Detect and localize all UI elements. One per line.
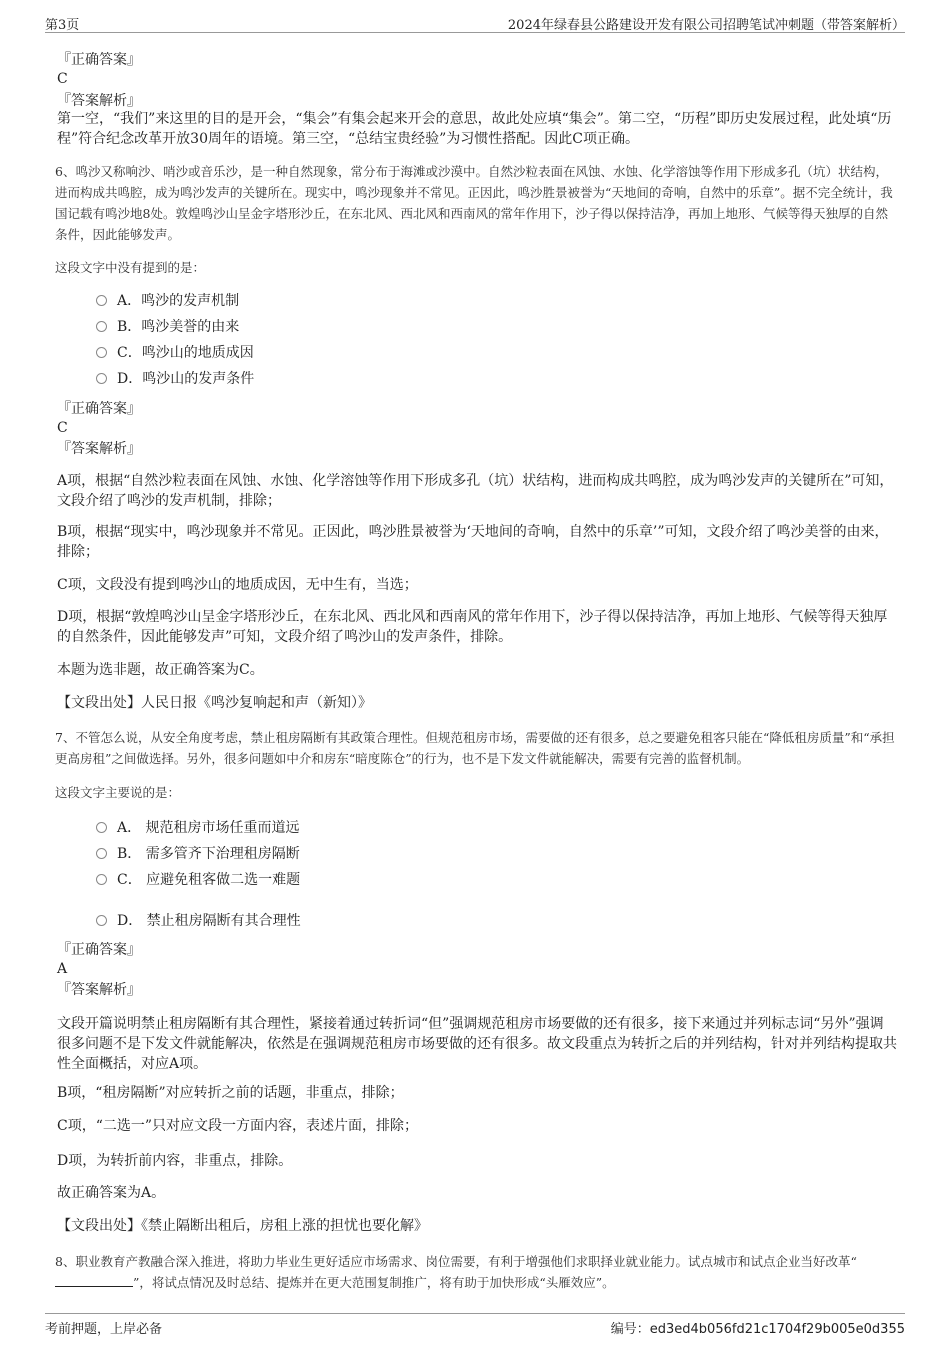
option-label: A． 规范租房市场任重而道远 xyxy=(117,820,300,836)
q6-analysis-label: 『答案解析』 xyxy=(57,441,141,457)
page-footer xyxy=(45,1313,905,1336)
radio-icon[interactable] xyxy=(96,915,107,926)
q7-option-d[interactable] xyxy=(96,912,301,930)
q7-source: 【文段出处】《禁止隔断出租后，房租上涨的担忧也要化解》 xyxy=(57,1218,428,1234)
q6-conclusion: 本题为选非题，故正确答案为C。 xyxy=(57,662,264,678)
radio-icon[interactable] xyxy=(96,822,107,833)
q7-correct-label: 『正确答案』 xyxy=(57,942,141,958)
q6-analysis-c: C项，文段没有提到鸣沙山的地质成因，无中生有，当选； xyxy=(57,577,418,593)
q7-option-a[interactable] xyxy=(96,819,300,837)
option-label: B．鸣沙美誉的由来 xyxy=(117,319,240,335)
q6-correct-answer: C xyxy=(57,420,68,436)
q7-analysis-b: B项，“租房隔断”对应转折之前的话题，非重点，排除； xyxy=(57,1085,404,1101)
q7-conclusion: 故正确答案为A。 xyxy=(57,1185,166,1201)
q6-option-b[interactable] xyxy=(96,318,239,336)
document-id-label: 编号： xyxy=(610,1322,650,1337)
q8-passage-end: ”，将试点情况及时总结、提炼并在更大范围复制推广，将有助于加快形成“头雁效应”。 xyxy=(133,1275,615,1290)
q7-question: 这段文字主要说的是： xyxy=(55,785,181,800)
radio-icon[interactable] xyxy=(96,347,107,358)
document-id xyxy=(611,1318,905,1337)
q7-analysis-main: 文段开篇说明禁止租房隔断有其合理性，紧接着通过转折词“但”强调规范租房市场要做的还有很多，接下来通过并列标志词“另外”强调很多问题不是下发文件就能解决，依然是在强调规范租房市场要做的还有很多。故文段重点为转折之后的并列结构，针对并列结构提取共性全面概括，对应A项。 xyxy=(57,1016,897,1072)
option-label: B． 需多管齐下治理租房隔断 xyxy=(117,846,300,862)
q6-question: 这段文字中没有提到的是： xyxy=(55,260,206,275)
q7-analysis-d: D项，为转折前内容，非重点，排除。 xyxy=(57,1153,293,1169)
q5-analysis-text: 第一空，“我们”来这里的目的是开会，“集会”有集会起来开会的意思，故此处应填“集会”。第二空，“历程”即历史发展过程，此处填“历程”符合纪念改革开放30周年的语境。第三空，“总结宝贵经验”为习惯性搭配。因此C项正确。 xyxy=(57,111,892,147)
q6-analysis-a: A项，根据“自然沙粒表面在风蚀、水蚀、化学溶蚀等作用下形成多孔（坑）状结构，进而构成共鸣腔，成为鸣沙发声的关键所在”可知，文段介绍了鸣沙的发声机制，排除； xyxy=(57,473,894,509)
option-label: D．鸣沙山的发声条件 xyxy=(117,371,255,387)
option-label: A．鸣沙的发声机制 xyxy=(117,293,240,309)
radio-icon[interactable] xyxy=(96,295,107,306)
q7-analysis-label: 『答案解析』 xyxy=(57,982,141,998)
q6-option-a[interactable] xyxy=(96,292,239,310)
footer-slogan: 考前押题，上岸必备 xyxy=(45,1322,163,1337)
option-label: C． 应避免租客做二选一难题 xyxy=(117,872,301,888)
q6-source: 【文段出处】人民日报《鸣沙复响起和声（新知）》 xyxy=(57,695,372,711)
radio-icon[interactable] xyxy=(96,373,107,384)
document-title: 2024年绿春县公路建设开发有限公司招聘笔试冲刺题（带答案解析） xyxy=(507,18,905,33)
q8-passage-start: 8、职业教育产教融合深入推进，将助力毕业生更好适应市场需求、岗位需要，有利于增强他们求职择业就业能力。试点城市和试点企业当好改革“ xyxy=(55,1254,857,1269)
page-header xyxy=(45,12,905,33)
q6-analysis-b: B项，根据“现实中，鸣沙现象并不常见。正因此，鸣沙胜景被誉为‘天地间的奇响，自然中的乐章’”可知，文段介绍了鸣沙美誉的由来，排除； xyxy=(57,524,889,560)
option-label: D． 禁止租房隔断有其合理性 xyxy=(117,913,301,929)
q7-correct-answer: A xyxy=(57,961,68,977)
radio-icon[interactable] xyxy=(96,321,107,332)
q6-correct-label: 『正确答案』 xyxy=(57,401,141,417)
document-id-value: ed3ed4b056fd21c1704f29b005e0d355 xyxy=(649,1322,905,1337)
q7-option-c[interactable] xyxy=(96,871,300,889)
q7-passage: 7、不管怎么说，从安全角度考虑，禁止租房隔断有其政策合理性。但规范租房市场，需要做的还有很多，总之要避免租客只能在“降低租房质量”和“承担更高房租”之间做选择。另外，很多问题如中介和房东“暗度陈仓”的行为，也不是下发文件就能解决，需要有完善的监督机制。 xyxy=(55,730,895,766)
q5-analysis-label: 『答案解析』 xyxy=(57,93,141,109)
q6-option-c[interactable] xyxy=(96,344,254,362)
radio-icon[interactable] xyxy=(96,874,107,885)
q5-correct-answer: C xyxy=(57,71,68,87)
q6-analysis-d: D项，根据“敦煌鸣沙山呈金字塔形沙丘，在东北风、西北风和西南风的常年作用下，沙子得以保持洁净，再加上地形、气候等得天独厚的自然条件，因此能够发声”可知，文段介绍了鸣沙山的发声条件，排除。 xyxy=(57,609,888,645)
option-label: C．鸣沙山的地质成因 xyxy=(117,345,254,361)
q8-passage xyxy=(55,1251,900,1293)
q7-analysis-c: C项，“二选一”只对应文段一方面内容，表述片面，排除； xyxy=(57,1118,419,1134)
q6-passage: 6、鸣沙又称响沙、哨沙或音乐沙，是一种自然现象，常分布于海滩或沙漠中。自然沙粒表面在风蚀、水蚀、化学溶蚀等作用下形成多孔（坑）状结构，进而构成共鸣腔，成为鸣沙发声的关键所在。现实中，鸣沙现象并不常见。正因此，鸣沙胜景被誉为“天地间的奇响，自然中的乐章”。据不完全统计，我国记载有鸣沙地8处。敦煌鸣沙山呈金字塔形沙丘，在东北风、西北风和西南风的常年作用下，沙子得以保持洁净，再加上地形、气候等得天独厚的自然条件，因此能够发声。 xyxy=(55,164,893,242)
page-number: 第3页 xyxy=(45,18,80,33)
q6-option-d[interactable] xyxy=(96,370,254,388)
answer-blank[interactable] xyxy=(55,1274,133,1287)
radio-icon[interactable] xyxy=(96,848,107,859)
q5-correct-label: 『正确答案』 xyxy=(57,52,141,68)
q7-option-b[interactable] xyxy=(96,845,300,863)
